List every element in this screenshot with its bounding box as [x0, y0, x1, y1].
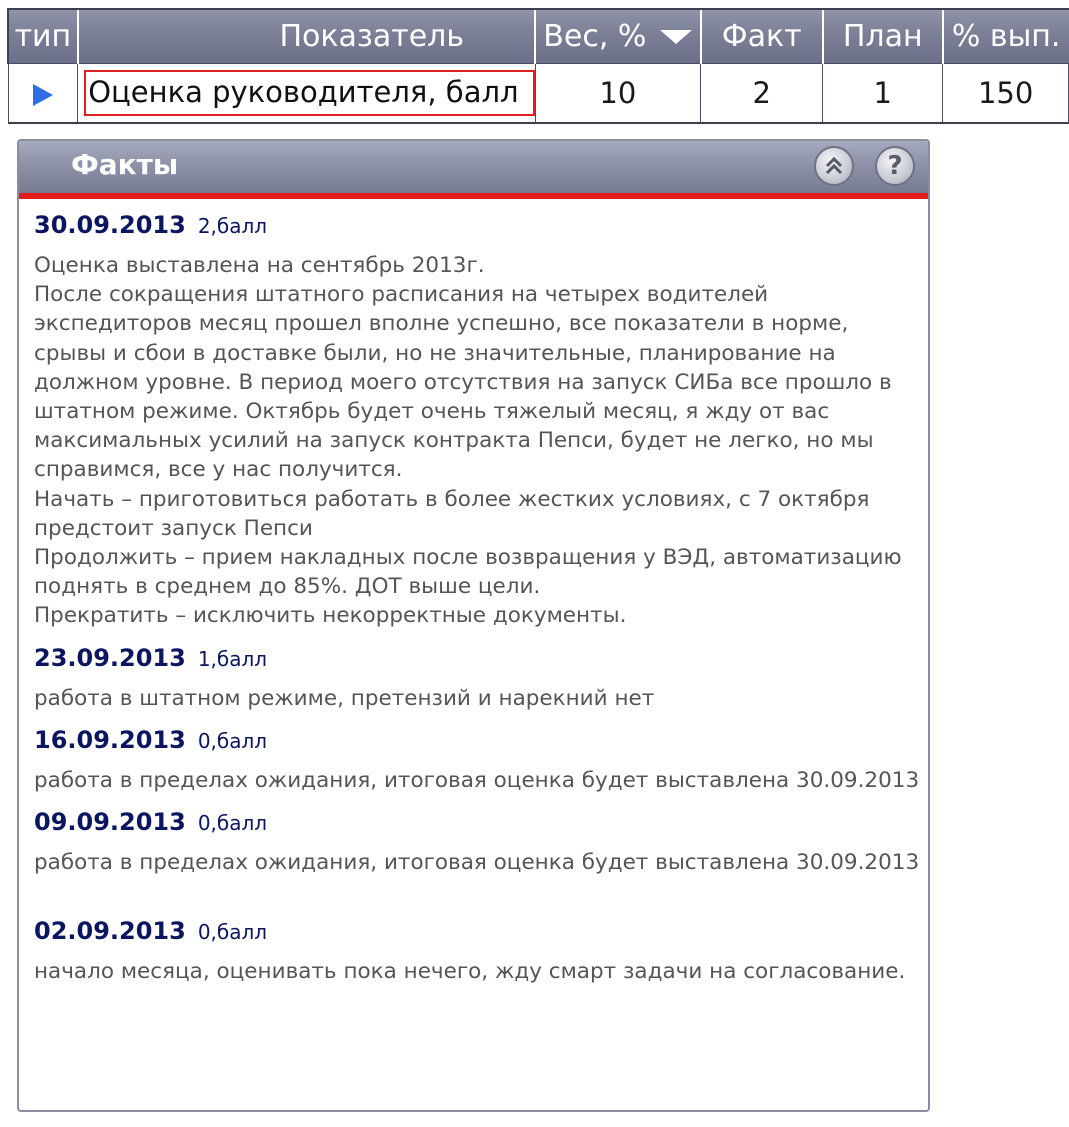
fact-score: 1,балл — [197, 646, 268, 671]
help-icon: ? — [887, 151, 903, 181]
table-header-row — [8, 9, 1069, 63]
fact-text: Оценка выставлена на сентябрь 2013г. После сокращения штатного расписания на четырех водителей экспедиторов месяц прошел вполне успешно, все показатели в норме, срывы и сбои в доставке были, но не значительные, планирование на должном уровне. В период моего отсутствия на запуск СИБа все прошло в штатном режиме. Октябрь будет очень тяжелый месяц, я жду от вас максимальных усилий на запуск контракта Пепси, будет не легко, но мы справимся, все у нас получится. Начать – приготовиться работать в более жестких условиях, с 7 октября предстоит запуск Пепси Продолжить – прием накладных после возвращения у ВЭД, автоматизацию поднять в среднем до 85%. ДОТ выше цели. Прекратить – исключить некорректные документы. — [34, 253, 902, 629]
panel-title: Факты — [71, 148, 179, 181]
fact-item — [34, 209, 928, 631]
facts-panel-header — [19, 141, 928, 199]
facts-panel — [17, 139, 930, 1112]
fact-text: начало месяца, оценивать пока нечего, жду смарт задачи на согласование. — [34, 959, 906, 985]
fact-cell: 2 — [701, 63, 823, 123]
fact-header — [34, 724, 928, 756]
weight-cell: 10 — [535, 63, 701, 123]
percent-cell: 150 — [943, 63, 1069, 123]
fact-score: 0,балл — [197, 728, 268, 753]
indicator-cell[interactable] — [78, 63, 535, 123]
help-button[interactable] — [875, 146, 915, 186]
fact-date: 09.09.2013 — [34, 808, 186, 837]
fact-score: 0,балл — [197, 920, 268, 945]
fact-date: 30.09.2013 — [34, 211, 186, 239]
sort-desc-icon[interactable] — [660, 30, 692, 44]
fact-item — [34, 724, 928, 795]
fact-text: работа в пределах ожидания, итоговая оценка будет выставлена 30.09.2013 — [34, 767, 920, 793]
collapse-button[interactable] — [814, 146, 854, 186]
fact-text: работа в пределах ожидания, итоговая оценка будет выставлена 30.09.2013 — [34, 850, 920, 876]
fact-item — [34, 806, 928, 877]
indicators-table — [7, 8, 1069, 124]
plan-cell: 1 — [823, 63, 943, 123]
indicator-name[interactable]: Оценка руководителя, балл — [84, 70, 534, 116]
facts-list — [19, 199, 928, 986]
col-header-plan[interactable]: План — [823, 9, 943, 63]
col-header-weight[interactable] — [535, 9, 701, 63]
fact-header — [34, 209, 928, 241]
col-header-weight-label: Вес, % — [543, 18, 647, 54]
fact-score: 2,балл — [197, 214, 268, 238]
table-row[interactable] — [8, 63, 1069, 123]
fact-header — [34, 915, 928, 947]
col-header-percent[interactable]: % вып. — [943, 9, 1069, 63]
col-header-type[interactable]: тип — [8, 9, 78, 63]
fact-date: 02.09.2013 — [34, 917, 186, 946]
fact-date: 16.09.2013 — [34, 725, 186, 754]
fact-item — [34, 642, 928, 713]
chevron-double-up-icon — [823, 155, 845, 177]
play-arrow-icon[interactable] — [33, 84, 53, 106]
fact-header — [34, 642, 928, 674]
col-header-indicator[interactable]: Показатель — [78, 9, 535, 63]
fact-date: 23.09.2013 — [34, 643, 186, 672]
fact-text: работа в штатном режиме, претензий и нарекний нет — [34, 685, 655, 711]
fact-score: 0,балл — [197, 811, 268, 836]
expand-cell[interactable] — [8, 63, 78, 123]
fact-item — [34, 915, 928, 986]
fact-header — [34, 806, 928, 838]
col-header-fact[interactable]: Факт — [701, 9, 823, 63]
